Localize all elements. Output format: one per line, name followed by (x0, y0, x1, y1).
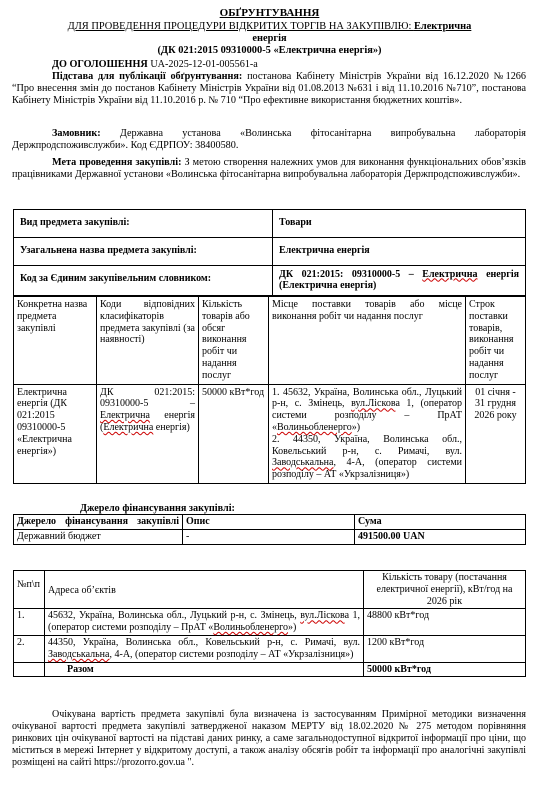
addr-part: Волиньобленерго (213, 622, 289, 634)
funding-table (13, 514, 526, 545)
procurement-name-key: Узагальнена назва предмета закупівлі: (14, 237, 273, 265)
place-part: ») (351, 421, 361, 433)
table-row (14, 515, 526, 530)
table-row (14, 529, 526, 544)
procedure-heading-prefix: ДЛЯ ПРОВЕДЕННЯ ПРОЦЕДУРИ ВІДКРИТИХ ТОРГІВ НА ЗАКУПІВЛЮ: (67, 21, 414, 32)
addr-header-address: Адреса об’єктів (45, 571, 364, 609)
basis-label: Підстава для публікації обґрунтування: (52, 71, 243, 82)
addr-row-number: 2. (14, 635, 45, 662)
table-row (14, 210, 526, 238)
procurement-detail-table (13, 296, 526, 484)
goal-text: З метою створення належних умов для виконання функціональних обов’язків працівниками Державної установи «Волинська фітосанітарна випробувальна лабораторія Держпродспоживслужби». (12, 157, 526, 181)
code-part: ДК 021:2015: 09310000-5 – (279, 268, 423, 280)
procurement-type-key: Вид предмета закупівлі: (14, 210, 273, 238)
place-part: , 4-А, (оператор системи розподілу – АТ «Укрзалізниця») (272, 457, 462, 481)
place-part: 2. 44350, Україна, Волинська обл., Ковельський р-н, с. Римачі, вул. (272, 433, 462, 457)
funding-header-description: Опис (183, 515, 355, 530)
procedure-heading-subject: Електрична (413, 21, 472, 32)
place-part: 1. 45632, Україна, Волинська обл., Луцький р-н, с. Змінець, (272, 386, 462, 410)
detail-header-place: Місце поставки товарів або місце виконання робіт чи надання послуг (269, 297, 466, 385)
footer-paragraph: Очікувана вартість предмета закупівлі була визначена із застосуванням Примірної методики визначення очікуваної вартості предмета закупівлі затвердженої наказом МЕРТУ від 18.02.2020 № 275 методом порівняння ринкових цін очікуваної вартості на підставі даних ринку, а саме загальнодоступної відкритої інформації про ціни, що міститься в мережі Інтернет у відкритому доступі, а також аналізу обсягів робіт та інформації про аналогічні закупівлі розміщені на сайті https://prozorro.gov.ua ". (12, 709, 526, 768)
addr-row-quantity: 1200 кВт*год (364, 635, 526, 662)
addr-part: , 4-А, (оператор системи розподілу – АТ «Укрзалізниця») (109, 648, 354, 660)
basis-text: постанова Кабінету Міністрів України від 16.12.2020 №1266 “Про внесення змін до постанов Кабінету Міністрів України від 01.08.2013 №631 і від 11.10.2016 №710”, постанова Кабінету Міністрів України від 11.10.2016 р. № 710 “Про ефективне використання бюджетних коштів». (12, 71, 526, 107)
codes-part: енергія ( (100, 410, 195, 433)
customer-label: Замовник: (52, 128, 101, 139)
table-row (14, 662, 526, 677)
code-part: енергія (Електрична енергія) (279, 268, 520, 292)
document-title: ОБҐРУНТУВАННЯ (219, 7, 320, 19)
announcement-line (12, 59, 526, 71)
customer-paragraph (12, 128, 526, 152)
codes-part: ДК 021:2015: 09310000-5 – (100, 386, 195, 410)
announcement-label: ДО ОГОЛОШЕННЯ (52, 59, 148, 70)
goal-paragraph (12, 157, 526, 181)
place-part: вул.Лісков (351, 398, 396, 410)
addr-total-quantity: 50000 кВт*год (364, 662, 526, 677)
funding-header-amount: Сума (355, 515, 526, 530)
funding-description: - (183, 529, 355, 544)
place-part: Заводськальна (272, 457, 334, 469)
procedure-heading-code: (ДК 021:2015 09310000-5 «Електрична енергія») (157, 45, 382, 56)
addr-total-label: Разом (45, 662, 364, 677)
procurement-type-value: Товари (273, 210, 526, 238)
funding-label: Джерело фінансування закупівлі: (80, 503, 235, 514)
basis-paragraph (12, 71, 526, 107)
addresses-table (13, 570, 526, 677)
procurement-main-table (13, 209, 526, 296)
detail-item-codes (97, 384, 199, 483)
detail-item-name: Електрична енергія (ДК 021:2015 09310000-5 «Електрична енергія») (14, 384, 97, 483)
detail-item-quantity: 50000 кВт*год (199, 384, 269, 483)
codes-part: Електрична (103, 421, 154, 433)
table-row (14, 237, 526, 265)
table-row (14, 635, 526, 662)
detail-header-quantity: Кількість товарів або обсяг виконання робіт чи надання послуг (199, 297, 269, 385)
goal-label: Мета проведення закупівлі: (52, 157, 182, 168)
funding-amount (355, 529, 526, 544)
addr-row-quantity: 48800 кВт*год (364, 609, 526, 636)
codes-part: енергія) (153, 421, 190, 433)
detail-header-codes: Коди відповідних класифікаторів предмета закупівлі (за наявності) (97, 297, 199, 385)
detail-item-place (269, 384, 466, 483)
procurement-name-value: Електрична енергія (273, 237, 526, 265)
addr-header-quantity: Кількість товару (постачання електричної енергії), кВт/год на 2026 рік (364, 571, 526, 609)
codes-part: Електрична (100, 410, 150, 422)
procurement-code-key: Код за Єдиним закупівельним словником: (14, 265, 273, 296)
funding-header-source: Джерело фінансування закупівлі (14, 515, 183, 530)
funding-source: Державний бюджет (14, 529, 183, 544)
detail-item-term: 01 січня - 31 грудня 2026 року (466, 384, 526, 483)
place-part: Волиньобленерго (277, 421, 352, 433)
addr-part: вул.Лісков (300, 610, 345, 622)
code-part: Електрична (422, 268, 478, 280)
table-row (14, 384, 526, 483)
procurement-code-value (273, 265, 526, 296)
addr-row-address (45, 635, 364, 662)
table-row (14, 609, 526, 636)
addr-header-number: №п\п (14, 571, 45, 609)
addr-total-empty (14, 662, 45, 677)
addr-row-number: 1. (14, 609, 45, 636)
detail-header-name: Конкретна назва предмета закупівлі (14, 297, 97, 385)
addr-part: 44350, Україна, Волинська обл., Ковельський р-н, с. Римачі, вул. (48, 636, 360, 648)
table-row (14, 297, 526, 385)
place-entry-2 (272, 434, 462, 481)
table-row (14, 265, 526, 296)
table-row (14, 571, 526, 609)
detail-header-term: Строк поставки товарів, виконання робіт чи надання послуг (466, 297, 526, 385)
announcement-id: UA-2025-12-01-005561-a (150, 59, 258, 70)
addr-part: а 1, (оператор системи розподілу – ПрАТ « (48, 610, 360, 634)
customer-text: Державна установа «Волинська фітосанітарна випробувальна лабораторія Держпродспоживслужби». Код ЄДРПОУ: 38400580. (12, 128, 526, 152)
addr-part: ») (288, 622, 297, 634)
procedure-heading-line2: енергія (252, 33, 287, 44)
place-entry-1 (272, 387, 462, 434)
procedure-heading (0, 21, 539, 33)
funding-amount-value: 491500.00 UAN (358, 530, 425, 542)
place-part: а 1, (оператор системи розподілу – ПрАТ « (272, 398, 462, 433)
addr-part: 45632, Україна, Волинська обл., Луцький р-н, с. Змінець, (48, 610, 301, 622)
addr-part: Заводськальна (48, 648, 110, 660)
addr-row-address (45, 609, 364, 636)
